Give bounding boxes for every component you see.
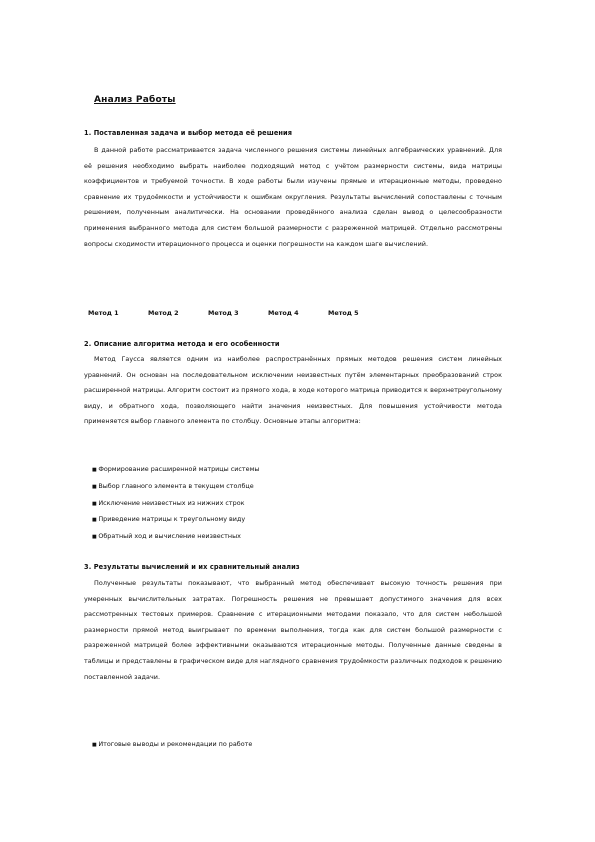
section-2-list [92, 462, 259, 546]
page-title: Анализ Работы [94, 95, 176, 105]
list-item: ■ Выбор главного элемента в текущем столбце [92, 479, 259, 496]
section-1-paragraph: В данной работе рассматривается задача численного решения системы линейных алгебраических уравнений. Для её решения необходимо выбрать наиболее подходящий метод с учётом размерности системы, вида матрицы коэффициентов и требуемой точности. В ходе работы были изучены прямые и итерационные методы, проведено сравнение их трудоёмкости и устойчивости к ошибкам округления. Результаты вычислений сопоставлены с точным решением, полученным аналитически. На основании проведённого анализа сделан вывод о целесообразности применения выбранного метода для систем большой размерности с разреженной матрицей. Отдельно рассмотрены вопросы сходимости итерационного процесса и оценки погрешности на каждом шаге вычислений. [84, 146, 502, 248]
section-3-list [92, 737, 252, 754]
section-3-paragraph: Полученные результаты показывают, что выбранный метод обеспечивает высокую точность решения при умеренных вычислительных затратах. Погрешность решения не превышает допустимого значения для всех рассмотренных тестовых примеров. Сравнение с итерационными методами показало, что для систем небольшой размерности прямой метод выигрывает по времени выполнения, тогда как для систем большой размерности с разреженной матрицей более эффективными оказываются итерационные методы. Полученные данные сведены в таблицы и представлены в графическом виде для наглядного сравнения трудоёмкости различных подходов к решению поставленной задачи. [84, 579, 502, 681]
section-3-heading: 3. Результаты вычислений и их сравнительный анализ [84, 563, 300, 571]
list-item: ■ Исключение неизвестных из нижних строк [92, 496, 259, 513]
method-label: Метод 1 [88, 309, 119, 317]
section-2-paragraph: Метод Гаусса является одним из наиболее распространённых прямых методов решения систем линейных уравнений. Он основан на последовательном исключении неизвестных путём элементарных преобразований строк расширенной матрицы. Алгоритм состоит из прямого хода, в ходе которого матрица приводится к верхнетреугольному виду, и обратного хода, позволяющего найти значения неизвестных. Для повышения устойчивости метода применяется выбор главного элемента по столбцу. Основные этапы алгоритма: [84, 355, 502, 426]
method-label: Метод 5 [328, 309, 359, 317]
list-item: ■ Итоговые выводы и рекомендации по работе [92, 737, 252, 754]
method-label: Метод 2 [148, 309, 179, 317]
method-label: Метод 4 [268, 309, 299, 317]
list-item: ■ Обратный ход и вычисление неизвестных [92, 529, 259, 546]
section-2-heading: 2. Описание алгоритма метода и его особенности [84, 340, 280, 348]
methods-row [88, 309, 388, 317]
section-1-heading: 1. Поставленная задача и выбор метода её решения [84, 129, 293, 137]
list-item: ■ Формирование расширенной матрицы системы [92, 462, 259, 479]
list-item: ■ Приведение матрицы к треугольному виду [92, 512, 259, 529]
method-label: Метод 3 [208, 309, 239, 317]
